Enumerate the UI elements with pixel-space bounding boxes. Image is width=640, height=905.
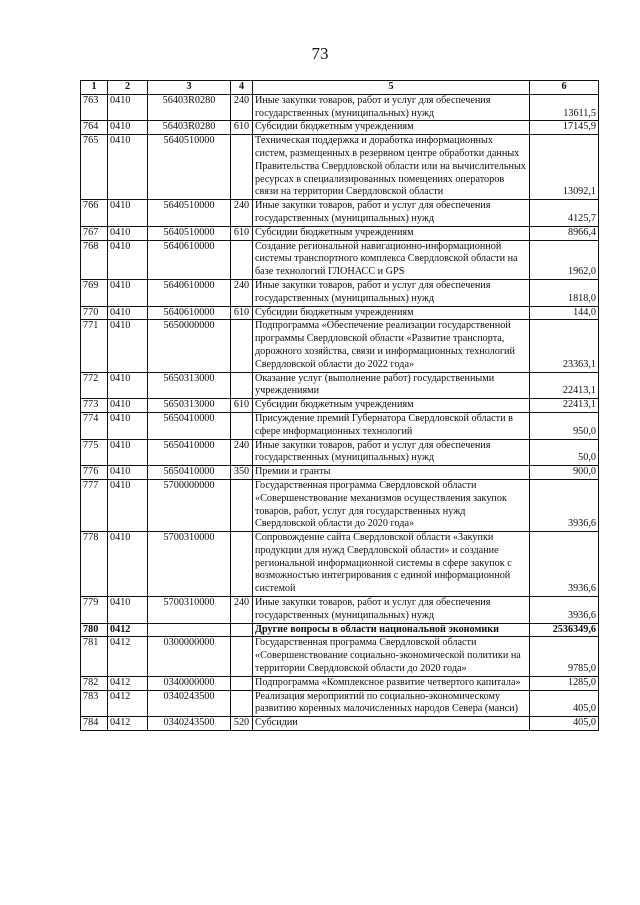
description-cell: Иные закупки товаров, работ и услуг для обеспечения государственных (муниципальных) нужд [253,279,530,306]
description-cell: Подпрограмма «Обеспечение реализации государственной программы Свердловской области «Развитие транспорта, дорожного хозяйства, связи и информационных технологий Свердловской области до 2022 года» [253,320,530,372]
description-cell: Техническая поддержка и доработка информационных систем, размещенных в резервном центре обработки данных Правительства Свердловской области или на вычислительных ресурсах в специализированных помещениях операторов связи на территории Свердловской области [253,135,530,200]
amount-cell: 3936,6 [530,479,599,531]
table-row [81,623,599,637]
target-code-cell: 5640510000 [148,226,231,240]
description-cell: Иные закупки товаров, работ и услуг для обеспечения государственных (муниципальных) нужд [253,439,530,466]
target-code-cell [148,623,231,637]
expense-type-cell [231,412,253,439]
section-code-cell: 0410 [108,121,148,135]
expense-type-cell [231,240,253,279]
table-row [81,676,599,690]
expense-type-cell: 610 [231,226,253,240]
target-code-cell: 0340243500 [148,717,231,731]
section-code-cell: 0412 [108,717,148,731]
expense-type-cell [231,676,253,690]
description-cell: Субсидии бюджетным учреждениям [253,121,530,135]
description-cell: Субсидии [253,717,530,731]
table-row [81,306,599,320]
table-row [81,466,599,480]
amount-cell: 3936,6 [530,532,599,597]
row-number-cell: 764 [81,121,108,135]
section-code-cell: 0410 [108,226,148,240]
section-code-cell: 0410 [108,94,148,121]
amount-cell: 900,0 [530,466,599,480]
section-code-cell: 0412 [108,623,148,637]
amount-cell: 13611,5 [530,94,599,121]
section-code-cell: 0412 [108,690,148,717]
row-number-cell: 777 [81,479,108,531]
budget-table [80,80,599,731]
target-code-cell: 5640510000 [148,200,231,227]
target-code-cell: 5650313000 [148,372,231,399]
description-cell: Подпрограмма «Комплексное развитие четвертого капитала» [253,676,530,690]
section-code-cell: 0410 [108,306,148,320]
expense-type-cell: 240 [231,94,253,121]
table-row [81,372,599,399]
table-row [81,399,599,413]
amount-cell: 2536349,6 [530,623,599,637]
section-code-cell: 0410 [108,466,148,480]
row-number-cell: 765 [81,135,108,200]
target-code-cell: 5650410000 [148,466,231,480]
table-row [81,439,599,466]
description-cell: Создание региональной навигационно-информационной системы транспортного комплекса Свердловской области на базе технологий ГЛОНАСС и GPS [253,240,530,279]
expense-type-cell [231,320,253,372]
section-code-cell: 0410 [108,240,148,279]
amount-cell: 4125,7 [530,200,599,227]
section-code-cell: 0410 [108,597,148,624]
target-code-cell: 5650313000 [148,399,231,413]
row-number-cell: 766 [81,200,108,227]
description-cell: Присуждение премий Губернатора Свердловской области в сфере информационных технологий [253,412,530,439]
target-code-cell: 5700000000 [148,479,231,531]
expense-type-cell [231,623,253,637]
description-cell: Субсидии бюджетным учреждениям [253,306,530,320]
target-code-cell: 0300000000 [148,637,231,676]
amount-cell: 9785,0 [530,637,599,676]
amount-cell: 1962,0 [530,240,599,279]
row-number-cell: 767 [81,226,108,240]
table-row [81,200,599,227]
target-code-cell: 5640610000 [148,306,231,320]
table-header-row [81,81,599,95]
row-number-cell: 773 [81,399,108,413]
expense-type-cell: 610 [231,121,253,135]
description-cell: Государственная программа Свердловской области «Совершенствование механизмов осуществления закупок товаров, работ, услуг для государственных нужд Свердловской области до 2020 года» [253,479,530,531]
column-header: 5 [253,81,530,95]
row-number-cell: 770 [81,306,108,320]
amount-cell: 3936,6 [530,597,599,624]
description-cell: Субсидии бюджетным учреждениям [253,226,530,240]
table-row [81,479,599,531]
table-row [81,637,599,676]
table-row [81,412,599,439]
target-code-cell: 56403R0280 [148,121,231,135]
amount-cell: 22413,1 [530,399,599,413]
section-code-cell: 0410 [108,479,148,531]
table-row [81,226,599,240]
expense-type-cell: 240 [231,597,253,624]
expense-type-cell: 240 [231,279,253,306]
expense-type-cell: 520 [231,717,253,731]
expense-type-cell [231,690,253,717]
section-code-cell: 0410 [108,439,148,466]
amount-cell: 405,0 [530,690,599,717]
description-cell: Оказание услуг (выполнение работ) государственными учреждениями [253,372,530,399]
target-code-cell: 5640610000 [148,240,231,279]
expense-type-cell: 240 [231,200,253,227]
column-header: 3 [148,81,231,95]
expense-type-cell: 350 [231,466,253,480]
row-number-cell: 782 [81,676,108,690]
row-number-cell: 779 [81,597,108,624]
amount-cell: 1285,0 [530,676,599,690]
row-number-cell: 778 [81,532,108,597]
description-cell: Государственная программа Свердловской области «Совершенствование социально-экономической политики на территории Свердловской области до 2020 года» [253,637,530,676]
table-row [81,597,599,624]
target-code-cell: 5650410000 [148,412,231,439]
table-row [81,717,599,731]
section-code-cell: 0410 [108,532,148,597]
table-row [81,690,599,717]
section-code-cell: 0410 [108,279,148,306]
expense-type-cell: 240 [231,439,253,466]
expense-type-cell [231,637,253,676]
table-row [81,240,599,279]
row-number-cell: 775 [81,439,108,466]
target-code-cell: 5700310000 [148,597,231,624]
amount-cell: 23363,1 [530,320,599,372]
description-cell: Иные закупки товаров, работ и услуг для обеспечения государственных (муниципальных) нужд [253,200,530,227]
amount-cell: 950,0 [530,412,599,439]
description-cell: Реализация мероприятий по социально-экономическому развитию коренных малочисленных народов Севера (манси) [253,690,530,717]
expense-type-cell [231,532,253,597]
row-number-cell: 776 [81,466,108,480]
amount-cell: 13092,1 [530,135,599,200]
amount-cell: 1818,0 [530,279,599,306]
table-body [81,94,599,730]
row-number-cell: 784 [81,717,108,731]
description-cell: Премии и гранты [253,466,530,480]
amount-cell: 144,0 [530,306,599,320]
target-code-cell: 0340243500 [148,690,231,717]
section-code-cell: 0410 [108,135,148,200]
target-code-cell: 56403R0280 [148,94,231,121]
description-cell: Иные закупки товаров, работ и услуг для обеспечения государственных (муниципальных) нужд [253,94,530,121]
amount-cell: 8966,4 [530,226,599,240]
target-code-cell: 5700310000 [148,532,231,597]
target-code-cell: 5650000000 [148,320,231,372]
row-number-cell: 771 [81,320,108,372]
section-code-cell: 0410 [108,372,148,399]
table-row [81,94,599,121]
section-code-cell: 0412 [108,637,148,676]
target-code-cell: 0340000000 [148,676,231,690]
amount-cell: 22413,1 [530,372,599,399]
section-code-cell: 0410 [108,412,148,439]
section-code-cell: 0410 [108,320,148,372]
row-number-cell: 783 [81,690,108,717]
row-number-cell: 772 [81,372,108,399]
row-number-cell: 781 [81,637,108,676]
amount-cell: 405,0 [530,717,599,731]
description-cell: Сопровождение сайта Свердловской области «Закупки продукции для нужд Свердловской области» и создание региональной информационной системы в сфере закупок с возможностью интегрирования с единой информационной системой [253,532,530,597]
column-header: 1 [81,81,108,95]
row-number-cell: 780 [81,623,108,637]
description-cell: Другие вопросы в области национальной экономики [253,623,530,637]
expense-type-cell: 610 [231,306,253,320]
expense-type-cell [231,479,253,531]
table-row [81,320,599,372]
expense-type-cell: 610 [231,399,253,413]
expense-type-cell [231,372,253,399]
table-row [81,121,599,135]
amount-cell: 50,0 [530,439,599,466]
row-number-cell: 763 [81,94,108,121]
row-number-cell: 768 [81,240,108,279]
row-number-cell: 774 [81,412,108,439]
page-number: 73 [311,44,329,63]
target-code-cell: 5640510000 [148,135,231,200]
table-row [81,532,599,597]
target-code-cell: 5650410000 [148,439,231,466]
section-code-cell: 0412 [108,676,148,690]
section-code-cell: 0410 [108,399,148,413]
expense-type-cell [231,135,253,200]
description-cell: Субсидии бюджетным учреждениям [253,399,530,413]
amount-cell: 17145,9 [530,121,599,135]
section-code-cell: 0410 [108,200,148,227]
column-header: 2 [108,81,148,95]
column-header: 6 [530,81,599,95]
description-cell: Иные закупки товаров, работ и услуг для обеспечения государственных (муниципальных) нужд [253,597,530,624]
row-number-cell: 769 [81,279,108,306]
target-code-cell: 5640610000 [148,279,231,306]
column-header: 4 [231,81,253,95]
table-row [81,279,599,306]
table-row [81,135,599,200]
